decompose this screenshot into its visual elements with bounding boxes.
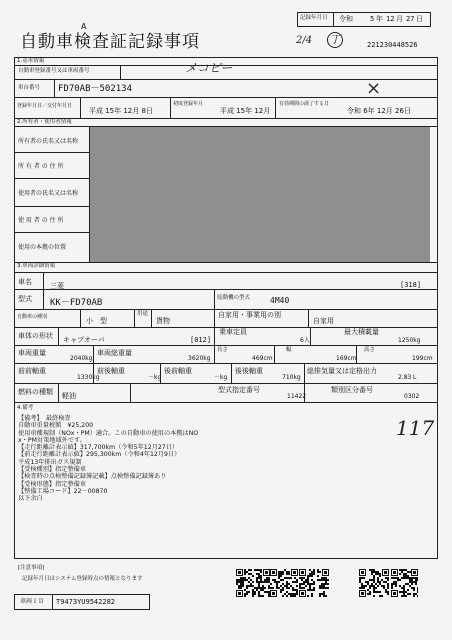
category-value: 0302	[404, 393, 420, 400]
fuel-value: 軽油	[62, 392, 76, 400]
kind-value: 小 型	[86, 317, 107, 325]
issue-date-label: 記録年月日	[300, 15, 328, 21]
displacement-unit: L	[413, 374, 417, 381]
engine-value: 4M40	[270, 296, 290, 305]
length-label: 長さ	[217, 347, 229, 353]
remark-line: 自動車重量税額 ¥25,200	[18, 422, 94, 430]
gross-label: 車両総重量	[97, 349, 132, 357]
issue-month: 12	[386, 15, 395, 23]
displacement-label: 総排気量又は定格出力	[307, 367, 377, 375]
gross-value: 3620kg	[188, 355, 211, 362]
user-name-label: 使用者の氏名又は名称	[18, 190, 79, 197]
issue-era: 令和	[339, 15, 353, 23]
remark-line: 平成13年排出ガス規制	[18, 458, 82, 466]
vehicle-id-value: T9473YU9542282	[56, 598, 116, 606]
remark-line: x・PM対策地域外です。	[18, 436, 86, 444]
remark-line: 【受検形態】指定整備車	[18, 480, 87, 488]
vehicle-id-label: 車両ＩＤ	[20, 598, 45, 605]
front-rear-axle-value: －kg	[148, 374, 162, 381]
front-front-axle-label: 前前軸重	[18, 367, 46, 375]
length-value: 469cm	[252, 355, 273, 362]
front-rear-axle-label: 前後軸重	[97, 367, 125, 375]
reg-number-label: 自動車登録番号又は車両番号	[18, 68, 90, 74]
remark-line: 使用車種規制（NOx・PM）適合。この自動車の使用の本拠はNO	[18, 429, 199, 437]
engine-label: 原動機の型式	[217, 295, 251, 301]
qr-code-5	[391, 569, 418, 597]
qr-code-1	[236, 569, 270, 597]
front-front-axle-value: 1330kg	[77, 374, 100, 381]
remark-line: 【検査時の点検整備記録簿記載】点検整備記録簿あり	[18, 473, 167, 481]
kind-label: 自動車の種別	[17, 314, 48, 320]
use-value: 貨物	[156, 317, 170, 325]
base-location-label: 使用の本拠の位置	[18, 244, 67, 251]
first-year-value: 平成 15年 12月	[220, 107, 271, 115]
model-label: 型式	[18, 295, 32, 303]
hand-circle-note: 丁	[327, 32, 343, 48]
remark-line: 【前走行距離計表示値】295,300km（令和4年12月9日）	[18, 451, 181, 459]
body-code: [012]	[190, 336, 212, 344]
weight-label: 車両重量	[18, 349, 46, 357]
letter-a: A	[81, 22, 87, 31]
body-value: キャブオーバ	[63, 336, 105, 344]
rear-front-axle-label: 後前軸重	[164, 367, 192, 375]
rear-rear-axle-value: 710kg	[282, 374, 301, 381]
chassis-value: FD70AB－502134	[58, 84, 133, 94]
section4-title: 4.備考	[17, 405, 34, 411]
user-addr-label: 使 用 者 の 住 所	[18, 217, 64, 224]
displacement-value: 2.83	[398, 374, 412, 381]
section1-title: 1.基本情報	[17, 58, 45, 64]
owner-name-label: 所有者の氏名又は名称	[18, 138, 79, 145]
rear-rear-axle-label: 後後軸重	[235, 367, 263, 375]
model-value: KK－FD70AB	[50, 298, 103, 308]
first-reg-value: 平成 15年 12月 8日	[89, 107, 153, 115]
capacity-label: 乗車定員	[219, 328, 247, 336]
rear-front-axle-value: －kg	[214, 374, 228, 381]
qr-code-4	[359, 569, 389, 597]
notice-text: 記録年月日はシステム登録時点の情報となります	[22, 576, 143, 582]
issue-day: 27	[406, 15, 415, 23]
issue-year-unit: 年	[376, 15, 383, 23]
private-label: 自家用・事業用の別	[218, 311, 281, 319]
hand-page-note: 2/4	[296, 35, 313, 46]
first-year-label: 初度登録年月	[173, 101, 204, 107]
reg-number-hand: メコピー	[185, 61, 233, 75]
maker-label: 車名	[18, 278, 32, 286]
maxload-value: 1250kg	[398, 337, 421, 344]
category-label: 類別区分番号	[331, 386, 373, 394]
height-value: 199cm	[412, 355, 433, 362]
fuel-label: 燃料の種類	[18, 388, 53, 396]
hand-note-117: 117	[396, 416, 435, 440]
remark-line: 以下余白	[18, 495, 43, 503]
first-reg-label: 登録年月日／交付年月日	[17, 103, 73, 109]
use-label: 用途	[137, 311, 149, 317]
qr-code-3	[299, 569, 329, 597]
private-value: 自家用	[313, 317, 334, 325]
remark-line: 【受検種別】指定整備車	[18, 466, 87, 474]
remark-line: 【備考】 最終検査	[18, 415, 71, 422]
width-label: 幅	[286, 347, 292, 353]
maker-value: 三菱	[50, 282, 64, 290]
height-label: 高さ	[364, 347, 376, 353]
maxload-label: 最大積載量	[344, 328, 379, 336]
chassis-label: 車台番号	[18, 85, 41, 91]
remark-line: 【整備工場コード】22－00870	[18, 487, 108, 495]
chassis-hand-mark: ×	[366, 78, 382, 99]
expiry-label: 有効期間の満了する日	[279, 101, 330, 107]
section2-title: 2.所有者・使用者情報	[17, 119, 72, 125]
expiry-value: 令和 6年 12月 26日	[347, 107, 411, 115]
document-number: 221230448526	[367, 41, 418, 49]
notice-title: [注意事項]	[18, 565, 45, 571]
page-title: 自動車検査証記録事項	[20, 32, 200, 52]
redacted-owner-user-block	[90, 127, 430, 262]
body-label: 車体の形状	[18, 332, 53, 340]
remark-line: 【走行距離計表示値】317,700km（令和5年12月27日）	[18, 444, 179, 452]
issue-month-unit: 月	[396, 15, 403, 23]
issue-day-unit: 日	[416, 15, 423, 23]
width-value: 169cm	[336, 355, 357, 362]
section3-title: 3.車両詳細情報	[17, 263, 56, 269]
maker-code: [318]	[400, 281, 422, 289]
capacity-value: 6人	[300, 337, 310, 344]
qr-code-2	[270, 569, 298, 597]
weight-value: 2040kg	[70, 355, 93, 362]
owner-addr-label: 所 有 者 の 住 所	[18, 163, 64, 170]
designation-value: 11422	[287, 393, 307, 400]
designation-label: 型式指定番号	[218, 386, 260, 394]
remarks-block	[18, 416, 348, 504]
issue-year: 5	[370, 15, 375, 23]
